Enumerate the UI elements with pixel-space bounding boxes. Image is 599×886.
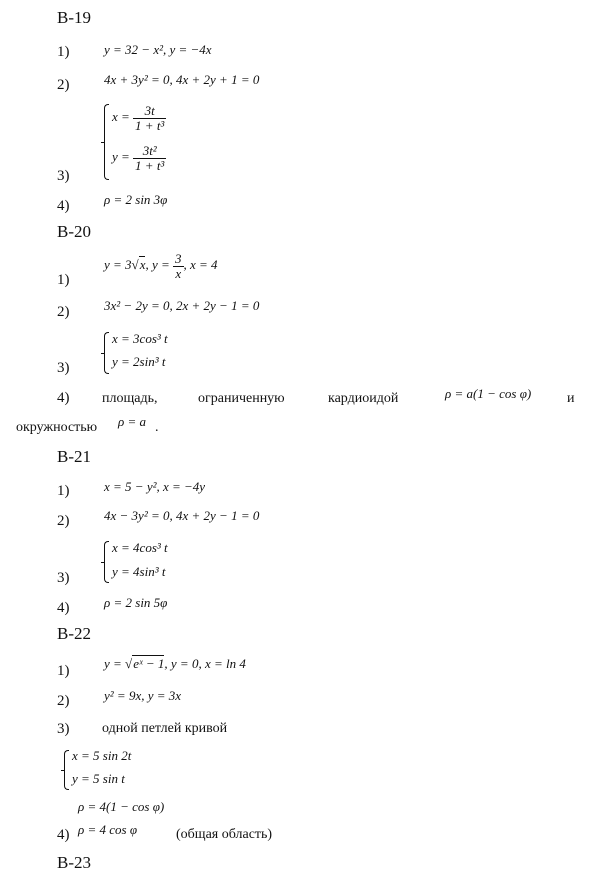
item-number: 3) <box>57 721 70 737</box>
text: окружностью <box>16 420 98 435</box>
section-title-b20: B-20 <box>57 222 91 241</box>
text: площадь, <box>102 391 158 406</box>
item-number: 1) <box>57 483 70 499</box>
item-number: 4) <box>57 600 70 616</box>
section-title-b23: B-23 <box>57 853 91 872</box>
text: (общая область) <box>176 827 273 842</box>
item-number: 1) <box>57 44 70 60</box>
system-line-2: y = 5 sin t <box>72 771 125 786</box>
formula: ρ = 2 sin 3φ <box>104 192 168 207</box>
system-line-1: x = 5 sin 2t <box>72 748 132 763</box>
formula: x = 5 − y², x = −4y <box>104 479 206 494</box>
formula: y = √eˣ − 1, y = 0, x = ln 4 <box>104 656 246 671</box>
item-number: 3) <box>57 570 70 586</box>
formula: 4x − 3y² = 0, 4x + 2y − 1 = 0 <box>104 508 260 523</box>
item-number: 1) <box>57 272 70 288</box>
system-line-1: x = 3cos³ t <box>112 331 168 346</box>
item-number: 4) <box>57 198 70 214</box>
formula: ρ = 4 cos φ <box>78 822 138 837</box>
formula: y = 3√x, y = $\frac{3}{x}$ , x = 4 <box>104 251 218 281</box>
system-line-2: y = 2sin³ t <box>112 354 166 369</box>
formula: y = 32 − x², y = −4x <box>104 42 212 57</box>
item-number: 4) <box>57 390 70 406</box>
section-title-b21: B-21 <box>57 447 91 466</box>
system-line-2: y = $\frac{\text{3t²}}{\text{1 + t³}}$ <box>112 143 165 173</box>
formula: ρ = a(1 − cos φ) <box>445 386 532 401</box>
system-brace <box>64 750 69 790</box>
text: ограниченную <box>198 391 285 406</box>
item-number: 2) <box>57 77 70 93</box>
formula: ρ = 2 sin 5φ <box>104 595 168 610</box>
formula: ρ = a <box>118 414 147 429</box>
system-brace <box>104 104 109 180</box>
item-number: 3) <box>57 168 70 184</box>
formula: 4x + 3y² = 0, 4x + 2y + 1 = 0 <box>104 72 260 87</box>
system-line-1: x = $\frac{3t}{\text{1 + t³}}$ <box>112 103 165 133</box>
system-line-2: y = 4sin³ t <box>112 564 166 579</box>
system-line-1: x = 4cos³ t <box>112 540 168 555</box>
item-number: 1) <box>57 663 70 679</box>
item-number: 2) <box>57 693 70 709</box>
item-number: 2) <box>57 304 70 320</box>
formula: ρ = 4(1 − cos φ) <box>78 799 165 814</box>
item-number: 4) <box>57 827 70 843</box>
formula: 3x² − 2y = 0, 2x + 2y − 1 = 0 <box>104 298 260 313</box>
text: . <box>155 420 159 435</box>
system-brace <box>104 541 109 583</box>
text: одной петлей кривой <box>102 721 228 736</box>
system-brace <box>104 332 109 374</box>
section-title-b22: B-22 <box>57 624 91 643</box>
section-title-b19: B-19 <box>57 8 91 27</box>
text: и <box>567 391 575 406</box>
item-number: 2) <box>57 513 70 529</box>
text: кардиоидой <box>328 391 399 406</box>
item-number: 3) <box>57 360 70 376</box>
formula: y² = 9x, y = 3x <box>104 688 182 703</box>
